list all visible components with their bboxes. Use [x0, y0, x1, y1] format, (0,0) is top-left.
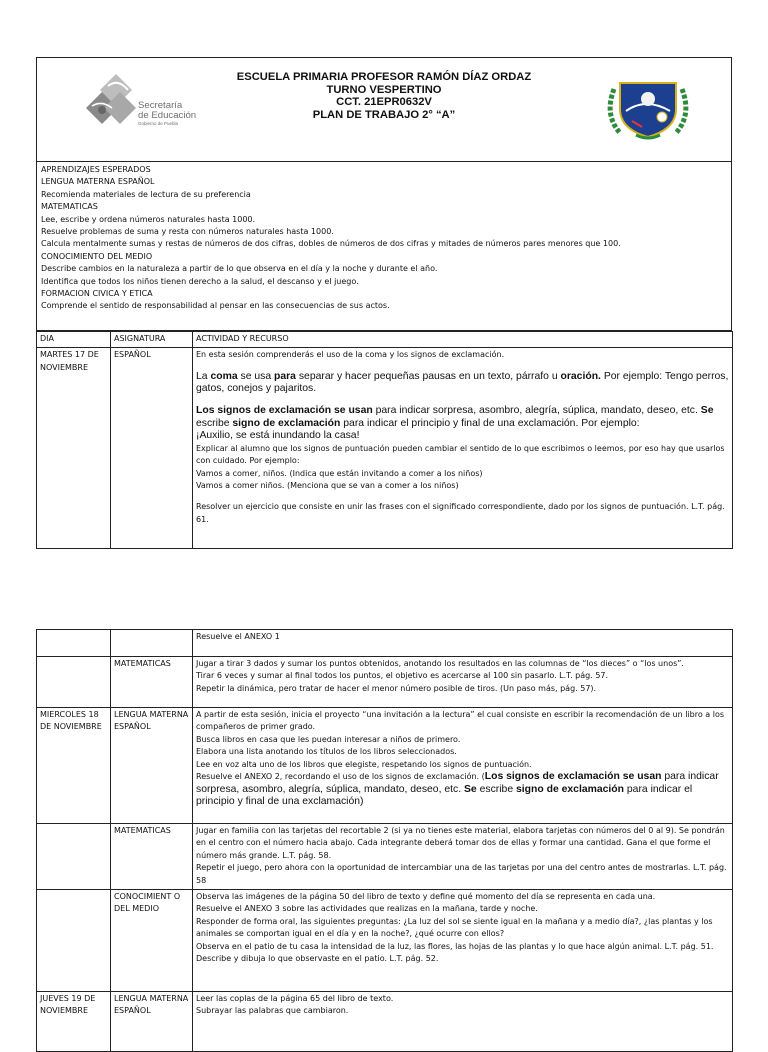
- cell-actividad: [193, 824, 733, 890]
- text-run: oración.: [560, 370, 601, 382]
- logo-line-2: de Educación: [138, 110, 197, 121]
- aprendizaje-line: Comprende el sentido de responsabilidad al pensar en las consecuencias de sus actos.: [41, 301, 390, 311]
- aprendizajes-list: [41, 164, 621, 313]
- cell-dia: [37, 630, 111, 657]
- activity-text: En esta sesión comprenderás el uso de la coma y los signos de exclamación.: [196, 350, 505, 360]
- cell-asignatura: LENGUA MATERNA ESPAÑOL: [111, 992, 193, 1052]
- cell-actividad: [193, 890, 733, 992]
- activity-text-example: ¡Auxilio, se está inundando la casa!: [196, 430, 360, 442]
- cell-actividad: [193, 992, 733, 1052]
- cell-dia: [37, 657, 111, 708]
- activity-text: Jugar en familia con las tarjetas del recortable 2 (si ya no tienes este material, elabora tarjetas con números del 0 al 9). Se pondrán en el centro con el número hacia abajo. Cada integrante deberá tomar dos de ellas y formar una cantidad. Gana el que forme el número más grande. L.T. pág. 58.: [196, 826, 725, 860]
- text-run: escribe: [196, 417, 233, 429]
- text-run: coma: [210, 370, 238, 382]
- cell-asignatura: LENGUA MATERNA ESPAÑOL: [111, 708, 193, 824]
- logo-line-1: Secretaría: [138, 100, 183, 111]
- table-row: [37, 890, 733, 992]
- col-header-asignatura: ASIGNATURA: [111, 332, 193, 348]
- table-row: [37, 992, 733, 1052]
- aprendizaje-line: Recomienda materiales de lectura de su preferencia: [41, 189, 251, 199]
- cell-asignatura: CONOCIMIENT O DEL MEDIO: [111, 890, 193, 992]
- table-row: [37, 657, 733, 708]
- activity-text: Explicar al alumno que los signos de puntuación pueden cambiar el sentido de lo que escribimos o leemos, por eso hay que usarlos con cuidado. Por ejemplo:: [196, 443, 725, 466]
- activity-text: Elabora una lista anotando los títulos de los libros seleccionados.: [196, 747, 457, 757]
- cell-dia: MARTES 17 DE NOVIEMBRE: [37, 348, 111, 549]
- table-row: [37, 708, 733, 824]
- text-run: Se: [700, 405, 714, 416]
- cell-asignatura: MATEMATICAS: [111, 657, 193, 708]
- activity-text: Resuelve el ANEXO 3 sobre las actividades que realizas en la mañana, tarde y noche.: [196, 904, 538, 914]
- activity-text-coma: [196, 371, 729, 396]
- aprendizaje-line: CONOCIMIENTO DEL MEDIO: [41, 251, 153, 261]
- cell-asignatura: MATEMATICAS: [111, 824, 193, 890]
- aprendizaje-line: LENGUA MATERNA ESPAÑOL: [41, 177, 155, 187]
- secretaria-logo: [80, 70, 200, 132]
- activity-text: Jugar a tirar 3 dados y sumar los puntos obtenidos, anotando los resultados en las columnas de “los dieces” o “los unos”.: [196, 659, 684, 668]
- plan-table-part-1: [36, 331, 733, 549]
- activity-text: Describe y dibuja lo que observaste en el patio. L.T. pág. 52.: [196, 954, 439, 964]
- cct-code: CCT. 21EPR0632V: [336, 96, 432, 109]
- activity-text: Observa en el patio de tu casa la intensidad de la luz, las flores, las hojas de las plantas y lo que hace algún animal. L.T. pág. 51.: [196, 941, 714, 951]
- cell-actividad: Resuelve el ANEXO 1: [193, 630, 733, 657]
- logo-line-3: Gobierno de Puebla: [138, 121, 179, 126]
- activity-text-anexo2: [196, 771, 729, 809]
- table-row: [37, 348, 733, 549]
- text-run: para: [274, 370, 296, 382]
- aprendizaje-line: Identifica que todos los niños tienen derecho a la salud, el descanso y el juego.: [41, 276, 359, 286]
- text-run: La: [196, 370, 211, 382]
- table-row: [37, 630, 733, 657]
- cell-asignatura: ESPAÑOL: [111, 348, 193, 549]
- cell-dia: MIERCOLES 18 DE NOVIEMBRE: [37, 708, 111, 824]
- activity-text: Repetir la dinámica, pero tratar de hacer el menor número posible de tiros. (Un paso más, pág. 57).: [196, 683, 597, 693]
- school-seal-icon: [606, 77, 690, 143]
- cell-dia: JUEVES 19 DE NOVIEMBRE: [37, 992, 111, 1052]
- activity-text: Subrayar las palabras que cambiaron.: [196, 1006, 349, 1016]
- aprendizajes-box: [36, 162, 732, 331]
- shift: TURNO VESPERTINO: [326, 83, 442, 96]
- aprendizaje-line: Describe cambios en la naturaleza a partir de lo que observa en el día y la noche y durante el año.: [41, 264, 438, 274]
- aprendizaje-line: APRENDIZAJES ESPERADOS: [41, 165, 151, 174]
- text-run: Los signos de exclamación se usan: [196, 405, 373, 416]
- activity-text: Responder de forma oral, las siguientes preguntas: ¿La luz del sol se siente igual en la mañana y a medio día?, ¿las plantas y los animales se comportan igual en el día y en la noche?, ¿qué ocurre con ellos?: [196, 916, 713, 939]
- table-row: [37, 824, 733, 890]
- cell-actividad: [193, 657, 733, 708]
- col-header-dia: DIA: [37, 332, 111, 348]
- text-run: para indicar sorpresa, asombro, alegría, súplica, mandato, deseo, etc.: [372, 405, 701, 416]
- cell-asignatura: [111, 630, 193, 657]
- activity-text: A partir de esta sesión, inicia el proyecto “una invitación a la lectura” el cual consiste en escribir la recomendación de un libro a los compañeros de primer grado.: [196, 710, 725, 732]
- text-run: escribe: [476, 783, 516, 795]
- activity-text-exclamacion: [196, 405, 729, 430]
- text-run: Los signos de exclamación se usan: [484, 771, 662, 783]
- school-seal: [606, 77, 690, 143]
- plan-table-part-2: [36, 629, 733, 1052]
- activity-text: Busca libros en casa que les puedan interesar a niños de primero.: [196, 734, 461, 744]
- cell-actividad: [193, 348, 733, 549]
- activity-text: Repetir el juego, pero ahora con la oportunidad de intercambiar una de las tarjetas por una del centro antes de mostrarlas. L.T. pág. 58: [196, 863, 727, 885]
- aprendizaje-line: Resuelve problemas de suma y resta con números naturales hasta 1000.: [41, 227, 334, 237]
- aprendizaje-line: Calcula mentalmente sumas y restas de números de dos cifras, dobles de números de dos cifras y mitades de números pares menores que 100.: [41, 239, 621, 249]
- activity-text: Leer las coplas de la página 65 del libro de texto.: [196, 994, 394, 1004]
- text-run: signo de exclamación: [232, 417, 341, 429]
- text-run: para indicar sorpresa, asombro, alegría, súplica, mandato, deseo, etc.: [196, 771, 719, 795]
- text-run: se usa: [237, 370, 274, 382]
- activity-text: Vamos a comer niños. (Menciona que se van a comer a los niños): [196, 481, 459, 490]
- aprendizaje-line: MATEMATICAS: [41, 202, 98, 212]
- text-run: para indicar el principio y final de una exclamación): [196, 783, 693, 808]
- text-run: signo de exclamación: [516, 783, 624, 795]
- text-run: Resuelve el ANEXO 2, recordando el uso de los signos de exclamación. (: [196, 772, 485, 782]
- cell-actividad: [193, 708, 733, 824]
- table-header-row: [37, 332, 733, 348]
- plan-title: PLAN DE TRABAJO 2° “A”: [312, 108, 456, 121]
- school-name: ESCUELA PRIMARIA PROFESOR RAMÓN DÍAZ ORDAZ: [236, 71, 532, 83]
- aprendizaje-line: Lee, escribe y ordena números naturales hasta 1000.: [41, 214, 256, 224]
- text-run: Se: [464, 783, 477, 795]
- text-run: separar y hacer pequeñas pausas en un texto, párrafo u: [295, 370, 561, 382]
- text-run: Por ejemplo: Tengo perros, gatos, conejos y pajaritos.: [196, 370, 729, 395]
- cell-dia: [37, 824, 111, 890]
- activity-text: Resolver un ejercicio que consiste en unir las frases con el significado correspondiente, dado por los signos de puntuación. L.T. pág. 61.: [196, 502, 725, 524]
- cell-dia: [37, 890, 111, 992]
- activity-text: Tirar 6 veces y sumar al final todos los puntos, el objetivo es acercarse al 100 sin pasarlo. L.T. pág. 57.: [196, 671, 609, 681]
- activity-text: Vamos a comer, niños. (Indica que están invitando a comer a los niños): [196, 468, 483, 478]
- activity-text: Observa las imágenes de la página 50 del libro de texto y define qué momento del día se representa en cada una.: [196, 892, 656, 902]
- col-header-actividad: ACTIVIDAD Y RECURSO: [193, 332, 733, 348]
- aprendizaje-line: FORMACION CIVICA Y ETICA: [41, 289, 153, 299]
- activity-text: Lee en voz alta uno de los libros que elegiste, respetando los signos de puntuación.: [196, 759, 532, 769]
- text-run: para indicar el principio y final de una exclamación. Por ejemplo:: [340, 417, 640, 429]
